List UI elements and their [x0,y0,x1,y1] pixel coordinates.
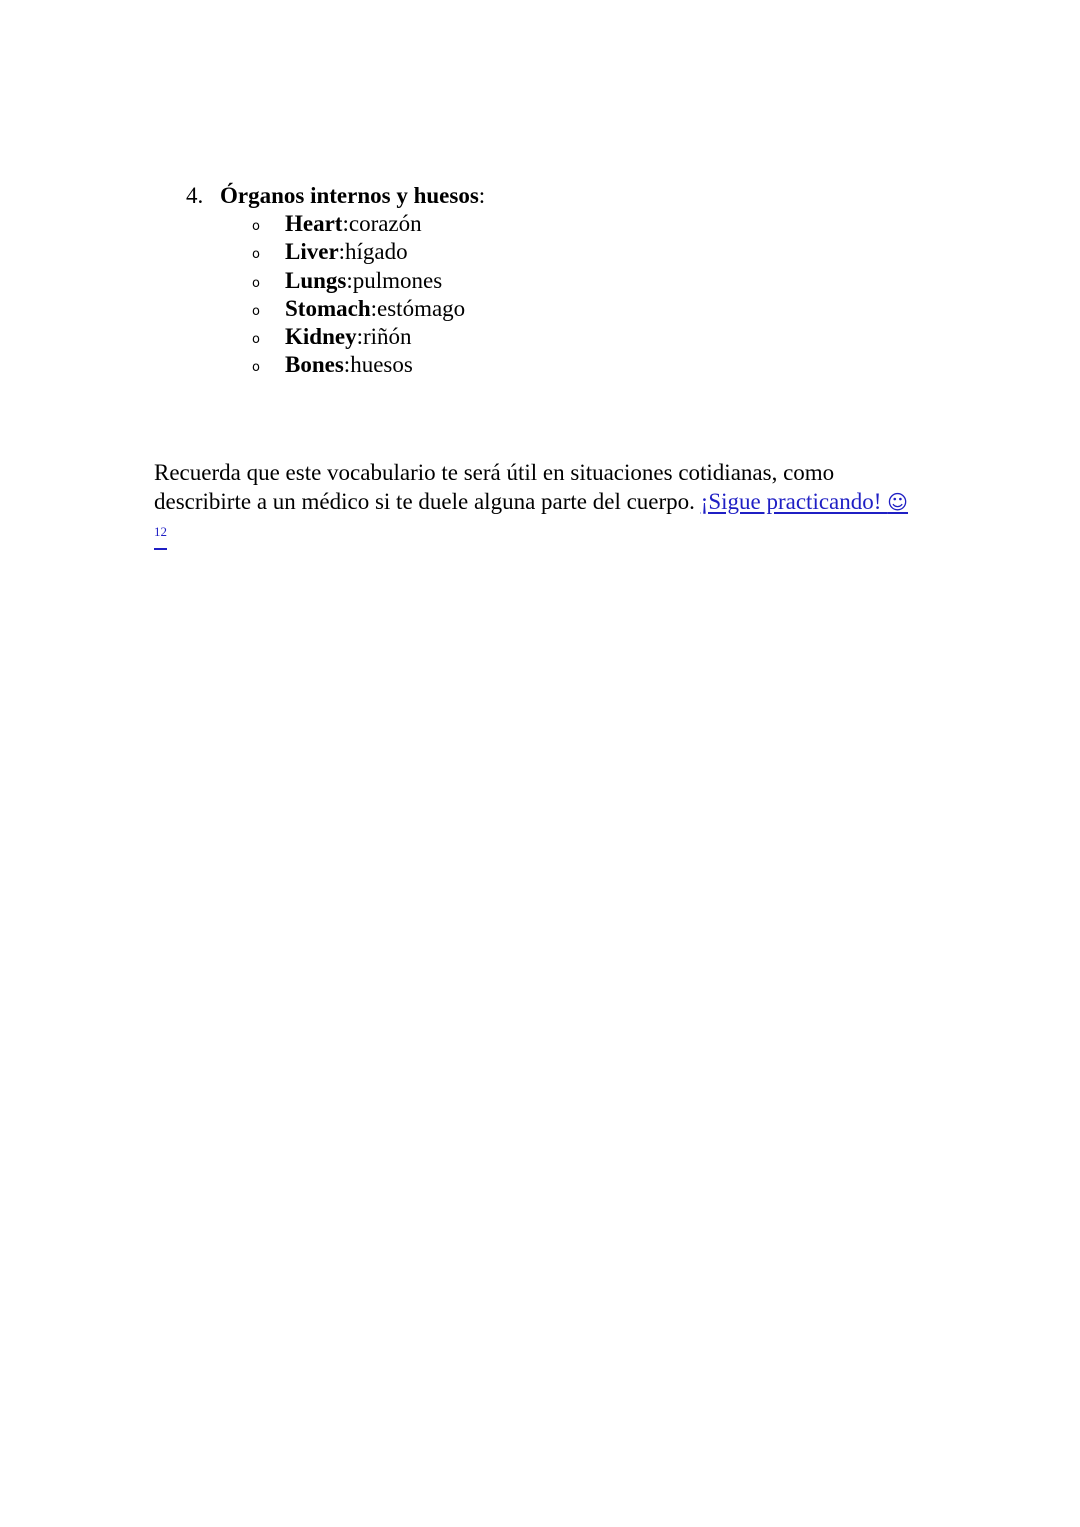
list-item [186,323,485,351]
closing-text: Recuerda que este vocabulario te será útil en situaciones cotidianas, como describirte a un médico si te duele alguna parte del cuerpo. [154,460,835,514]
bullet-icon: o [252,275,260,291]
vocab-translation: hígado [345,239,408,265]
vocab-translation: corazón [348,211,422,236]
vocab-list [186,210,485,380]
vocab-term: Lungs [285,267,347,293]
list-item [186,210,485,238]
vocab-separator: : [356,324,363,350]
vocab-translation: riñón [362,324,412,350]
vocab-translation: estómago [377,295,466,321]
bullet-icon: o [252,247,260,263]
vocab-term: Heart [285,211,343,236]
vocab-section [186,182,485,380]
vocab-separator: : [343,352,351,378]
bullet-icon: o [252,360,260,376]
vocab-term: Liver [285,239,339,265]
section-heading [186,182,485,210]
vocab-separator: : [370,295,378,321]
vocab-separator: : [342,211,349,236]
list-item [186,267,485,295]
vocab-translation: pulmones [352,267,443,293]
list-item [186,351,485,379]
section-number: 4. [186,183,204,208]
footnote-ref[interactable]: 12 [154,524,167,539]
bullet-icon: o [252,303,260,319]
list-item [186,238,485,266]
link-text[interactable]: ¡Sigue practicando! [700,489,888,514]
vocab-term: Kidney [285,324,357,350]
vocab-term: Stomach [285,295,371,321]
section-title: Órganos internos y huesos [220,183,479,208]
bullet-icon: o [252,219,260,234]
closing-paragraph [154,458,914,552]
vocab-separator: : [346,267,353,293]
list-item [186,295,485,323]
vocab-separator: : [338,239,346,265]
smiley-icon: ☺ [887,490,909,514]
vocab-term: Bones [285,352,344,378]
bullet-icon: o [252,332,260,348]
vocab-translation: huesos [350,352,413,378]
section-title-colon: : [478,183,486,208]
